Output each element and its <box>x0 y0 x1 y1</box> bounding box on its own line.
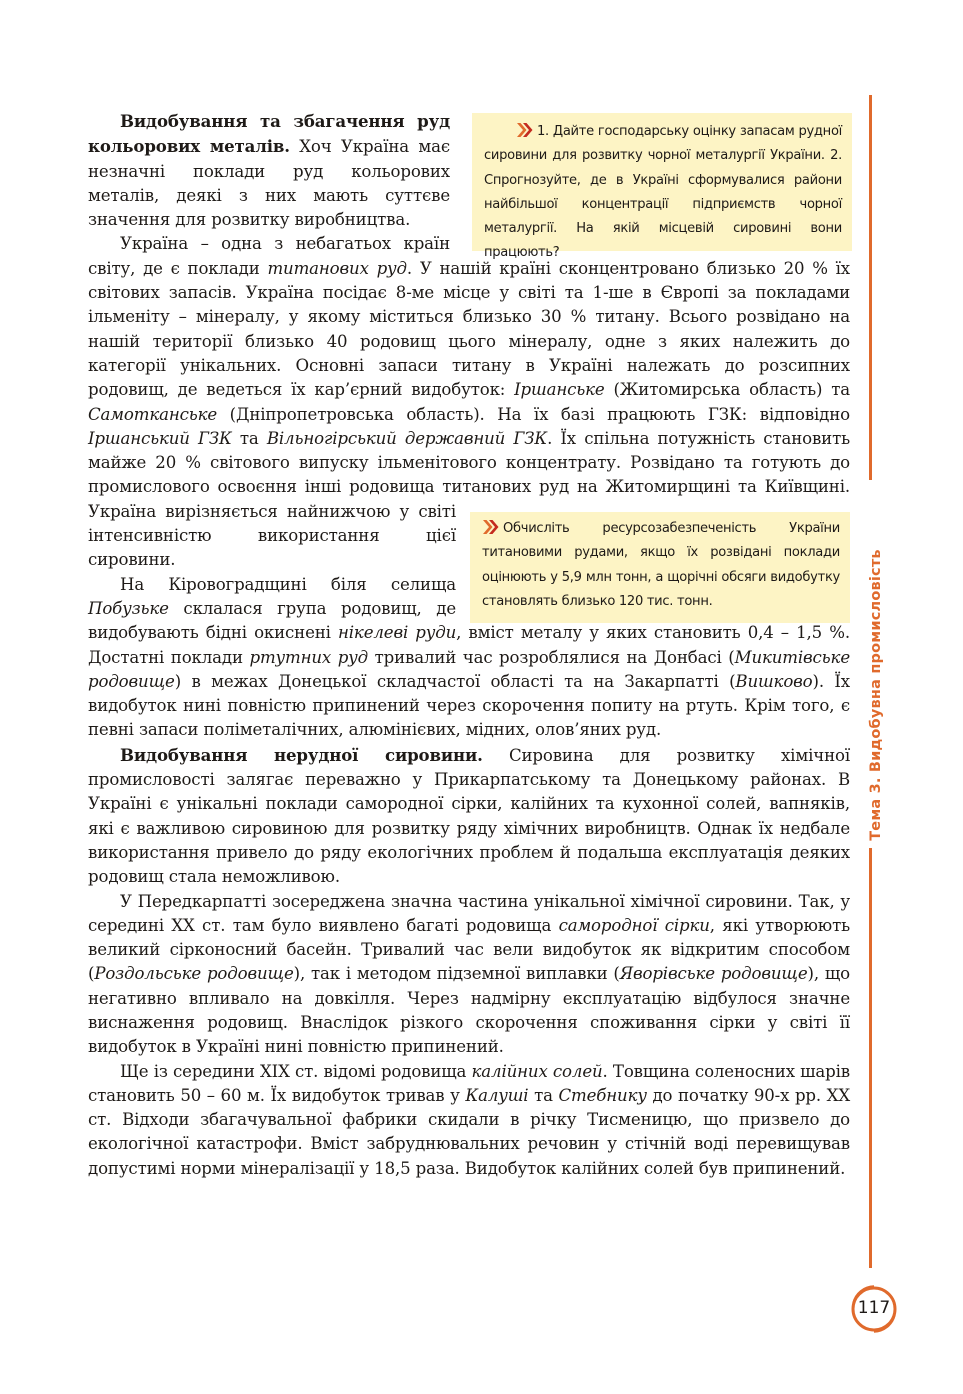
task-text-2: Обчисліть ресурсозабезпеченість України титановими рудами, якщо їх розвідані поклади оцінюють у 5,9 млн тонн, а щорічні обсяги видобутку становлять близько 120 тис. тонн. <box>482 521 840 609</box>
double-chevron-icon <box>516 122 534 138</box>
paragraph-potash: Ще із середини ХІХ ст. відомі родовища калійних солей. Товщина соленосних шарів становить 50 – 60 м. Їх видобуток тривав у Калуші та Стебнику до початку 90-х рр. ХХ ст. Відходи збагачувальної фабрики скидали в річку Тисменицю, що призвело до екологічної катастрофи. Вміст забруднювальних речовин у стічній воді перевищував допустимі норми мінералізації у 18,5 раза. Видобуток калійних солей був припинений. <box>88 1061 850 1178</box>
paragraph-nonmetallic: Видобування нерудної сировини. Сировина для розвитку хімічної промисловості залягає переважно у Прикарпатському та Донецькому районах. В Україні є унікальні поклади самородної сірки, калійних та кухонної солей, вапняків, які є важливою сировиною для розвитку ряду хімічних виробництв. Однак їх недбале використання привело до ряду екологічних проблем й подальша експлуатація деяких родовищ стала неможливою. <box>88 744 850 887</box>
paragraph-ore-mining: 1. Дайте господарську оцінку запасам рудної сировини для розвитку чорної металургії України. 2. Спрогнозуйте, де в Україні сформувалися райони найбільшої концентрації підприємств чорної металургії. На якій місцевій сировині вони працюють? Видобування та збагачення руд кольорових металів. Хоч Україна має незначні поклади руд кольорових металів, деякі з них мають суттєве значення для розвитку виробництва. <box>88 109 850 232</box>
paragraph-nickel-mercury: На Кіровоградщині біля селища Побузьке склалася група родовищ, де видобувають бідні окиснені нікелеві руди, вміст металу у яких становить 0,4 – 1,5 %. Достатні поклади ртутних руд тривалий час розроблялися на Донбасі (Микитівське родовище) в межах Донецької складчастої області та на Закарпатті (Вишково). Їх видобуток нині повністю припинений через скорочення попиту на ртуть. Крім того, є певні запаси поліметалічних, алюмінієвих, мідних, олов’яних руд. <box>88 574 851 740</box>
side-accent-line-top <box>869 95 872 480</box>
task-box-titanium <box>470 512 850 623</box>
paragraph-titanium: Україна – одна з небагатьох країн світу, де є поклади титанових руд. У нашій країні сконцентровано близько 20 % їх світових запасів. Україна посідає 8-ме місце у світі та 1-ше в Європі за покладами ільменіту – мінералу, у якому міститься близько 30 % титану. Всього розвідано на нашій території близько 40 родовищ цього мінералу, одне з яких належить до категорії унікальних. Основні запаси титану в Україні належать до розсипних родовищ, де ведеться їх кар’єрний видобуток: Іршанське (Житомирська область) та Самотканське (Дніпропетровська область). На їх базі працюють ГЗК: відповідно Іршанський ГЗК та Вільногірський державний ГЗК. Їх спільна потужність становить майже 20 % світового випуску ільменітового концентрату. Розвідано та готують до промислового освоєння інші родовища титанових руд на Житомирщині та Київщині. Україна вирізняється найнижчою у світі інтенсивністю використання цієї сировини. <box>88 232 850 572</box>
paragraph-sulfur: У Передкарпатті зосереджена значна частина унікальної хімічної сировини. Так, у середині ХХ ст. там було виявлено багаті родовища самородної сірки, які утворюють великий сірконосний басейн. Тривалий час вели видобуток як відкритим способом (Роздольське родовище), так і методом підземної виплавки (Яворівське родовище), що негативно впливало на довкілля. Через надмірну експлуатацію відбулося значне виснаження родовищ. Внаслідок різкого скорочення споживання сірки у світі її видобуток в Україні нині повністю припинений. <box>88 891 850 1057</box>
page-number-badge <box>847 1282 901 1336</box>
task-box-iron-ore <box>472 113 852 261</box>
task-text-1: 1. Дайте господарську оцінку запасам рудної сировини для розвитку чорної металургії України. 2. Спрогнозуйте, де в Україні сформувалися райони найбільшої концентрації підприємств чорної металургії. На якій місцевій сировині вони працюють? <box>484 124 842 261</box>
side-accent-line-bottom <box>869 848 872 1268</box>
main-text <box>88 109 850 1181</box>
heading-nonmetallic: Видобування нерудної сировини. <box>120 744 483 765</box>
page-number: 117 <box>857 1298 891 1318</box>
heading-color-metals: Видобування та збагачення руд кольорових металів. <box>88 111 450 157</box>
double-chevron-icon <box>482 519 500 535</box>
